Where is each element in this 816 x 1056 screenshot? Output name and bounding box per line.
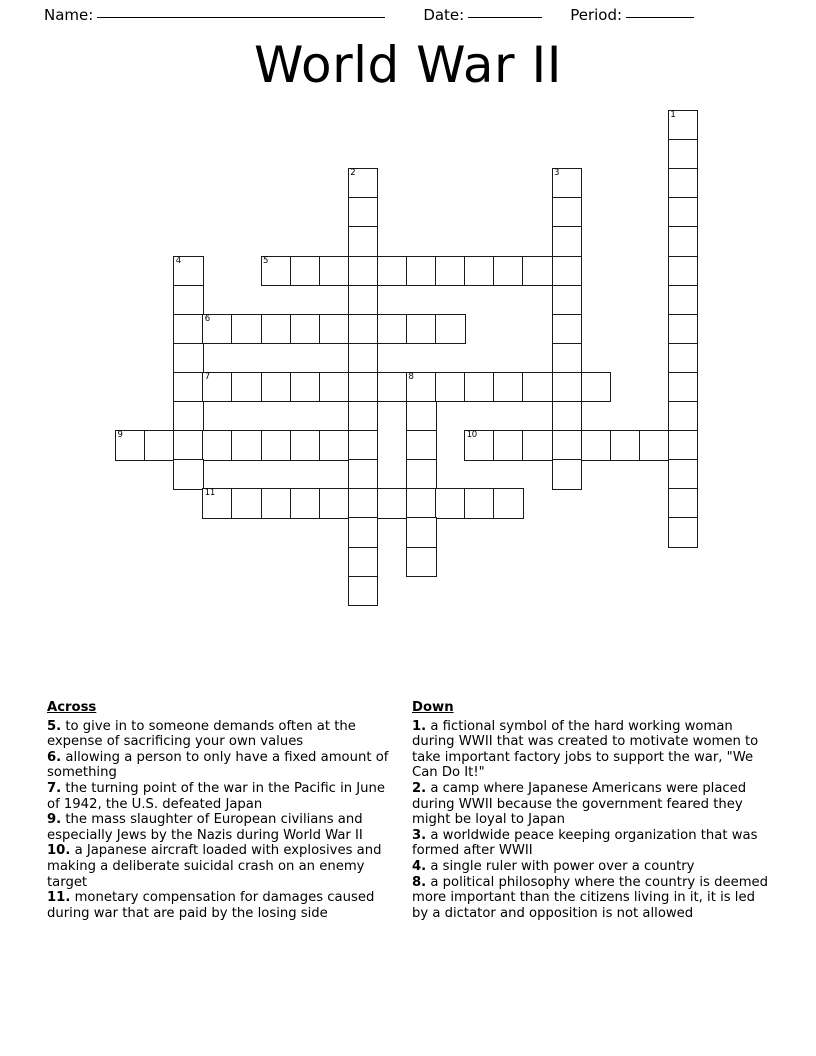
- grid-cell[interactable]: [610, 430, 641, 461]
- grid-cell[interactable]: [319, 372, 350, 403]
- grid-cell[interactable]: [406, 430, 437, 461]
- clue-number: 4.: [412, 858, 427, 874]
- down-clue-2: [412, 781, 770, 828]
- grid-cell[interactable]: [668, 372, 699, 403]
- grid-cell-numbered-8[interactable]: [406, 372, 437, 403]
- grid-cell-numbered-5[interactable]: [261, 256, 292, 287]
- grid-cell[interactable]: [348, 459, 379, 490]
- grid-cell[interactable]: [668, 430, 699, 461]
- grid-cell[interactable]: [290, 430, 321, 461]
- across-clues-section: [47, 700, 397, 921]
- clue-number: 7.: [47, 780, 62, 796]
- grid-cell[interactable]: [435, 372, 466, 403]
- clue-number: 3.: [412, 827, 427, 843]
- grid-cell[interactable]: [668, 197, 699, 228]
- grid-cell[interactable]: [406, 547, 437, 578]
- grid-cell[interactable]: [668, 168, 699, 199]
- grid-cell[interactable]: [348, 226, 379, 257]
- grid-cell[interactable]: [348, 547, 379, 578]
- grid-cell[interactable]: [348, 256, 379, 287]
- page-title: World War II: [253, 36, 562, 94]
- grid-cell[interactable]: [668, 488, 699, 519]
- grid-cell[interactable]: [552, 256, 583, 287]
- grid-cell[interactable]: [290, 256, 321, 287]
- grid-cell[interactable]: [173, 285, 204, 316]
- clue-text: the mass slaughter of European civilians and especially Jews by the Nazis during World War II: [47, 812, 363, 843]
- clue-text: a political philosophy where the country is deemed more important than the citizens living in it, it is led by a dictator and opposition is not allowed: [412, 874, 769, 921]
- grid-cell[interactable]: [639, 430, 670, 461]
- grid-cell[interactable]: [552, 285, 583, 316]
- grid-cell[interactable]: [552, 226, 583, 257]
- grid-cell[interactable]: [668, 517, 699, 548]
- clue-number: 6.: [47, 749, 62, 765]
- clue-text: a worldwide peace keeping organization that was formed after WWII: [412, 827, 758, 859]
- grid-cell[interactable]: [493, 256, 524, 287]
- cell-number: 10: [466, 430, 477, 441]
- grid-cell[interactable]: [231, 488, 262, 519]
- grid-cell[interactable]: [319, 488, 350, 519]
- grid-cell[interactable]: [406, 488, 437, 519]
- grid-cell[interactable]: [348, 576, 379, 607]
- grid-cell-numbered-1[interactable]: [668, 110, 699, 141]
- grid-cell[interactable]: [552, 401, 583, 432]
- grid-cell[interactable]: [552, 343, 583, 374]
- grid-cell[interactable]: [348, 343, 379, 374]
- grid-cell[interactable]: [231, 430, 262, 461]
- date-label: Date:: [423, 6, 465, 24]
- grid-cell[interactable]: [261, 488, 292, 519]
- grid-cell[interactable]: [668, 285, 699, 316]
- grid-cell[interactable]: [348, 285, 379, 316]
- grid-cell[interactable]: [261, 372, 292, 403]
- grid-cell[interactable]: [406, 256, 437, 287]
- grid-cell[interactable]: [406, 401, 437, 432]
- down-clue-4: [412, 859, 770, 875]
- grid-cell[interactable]: [581, 372, 612, 403]
- grid-cell[interactable]: [435, 488, 466, 519]
- grid-cell-numbered-10[interactable]: [464, 430, 495, 461]
- grid-cell-numbered-4[interactable]: [173, 256, 204, 287]
- clue-text: allowing a person to only have a fixed amount of something: [47, 749, 389, 781]
- grid-cell[interactable]: [348, 517, 379, 548]
- grid-cell[interactable]: [173, 314, 204, 345]
- grid-cell[interactable]: [552, 430, 583, 461]
- clue-number: 10.: [47, 843, 71, 859]
- grid-cell[interactable]: [522, 372, 553, 403]
- clue-text: to give in to someone demands often at the expense of sacrificing your own values: [47, 718, 356, 750]
- cell-number: 3: [554, 168, 560, 179]
- period-label: Period:: [570, 6, 623, 24]
- cell-number: 7: [204, 371, 210, 382]
- across-clue-list: [47, 719, 397, 922]
- grid-cell[interactable]: [668, 226, 699, 257]
- grid-cell[interactable]: [261, 314, 292, 345]
- grid-cell[interactable]: [173, 401, 204, 432]
- grid-cell[interactable]: [319, 314, 350, 345]
- grid-cell[interactable]: [668, 139, 699, 170]
- grid-cell[interactable]: [348, 430, 379, 461]
- clue-number: 8.: [412, 874, 427, 890]
- clue-text: monetary compensation for damages caused during war that are paid by the losing side: [47, 890, 375, 921]
- grid-cell[interactable]: [493, 430, 524, 461]
- grid-cell[interactable]: [552, 372, 583, 403]
- grid-cell[interactable]: [435, 256, 466, 287]
- grid-cell[interactable]: [435, 314, 466, 345]
- grid-cell[interactable]: [261, 430, 292, 461]
- down-heading: Down: [412, 700, 454, 715]
- grid-cell[interactable]: [552, 197, 583, 228]
- clue-number: 11.: [47, 890, 71, 906]
- grid-cell[interactable]: [231, 314, 262, 345]
- cell-number: 6: [204, 313, 210, 324]
- clue-text: a single ruler with power over a country: [426, 858, 695, 874]
- grid-cell[interactable]: [552, 459, 583, 490]
- grid-cell-numbered-7[interactable]: [202, 372, 233, 403]
- clue-number: 1.: [412, 718, 427, 734]
- grid-cell-numbered-3[interactable]: [552, 168, 583, 199]
- grid-cell[interactable]: [173, 343, 204, 374]
- grid-cell[interactable]: [668, 314, 699, 345]
- across-clue-10: [47, 843, 397, 890]
- grid-cell[interactable]: [464, 488, 495, 519]
- grid-cell[interactable]: [377, 314, 408, 345]
- clue-number: 5.: [47, 718, 62, 734]
- clue-text: a camp where Japanese Americans were placed during WWII because the government feared they might be loyal to Japan: [412, 780, 747, 828]
- cell-number: 2: [350, 168, 356, 179]
- grid-cell[interactable]: [377, 488, 408, 519]
- grid-cell[interactable]: [522, 256, 553, 287]
- grid-cell[interactable]: [668, 401, 699, 432]
- across-heading: Across: [47, 700, 97, 715]
- cell-number: 8: [408, 371, 414, 382]
- grid-cell-numbered-11[interactable]: [202, 488, 233, 519]
- grid-cell[interactable]: [406, 459, 437, 490]
- across-clue-7: [47, 781, 397, 812]
- down-clue-1: [412, 719, 770, 781]
- grid-cell[interactable]: [348, 314, 379, 345]
- grid-cell-numbered-6[interactable]: [202, 314, 233, 345]
- grid-cell[interactable]: [406, 517, 437, 548]
- grid-cell[interactable]: [173, 430, 204, 461]
- grid-cell[interactable]: [668, 343, 699, 374]
- grid-cell[interactable]: [493, 372, 524, 403]
- grid-cell[interactable]: [464, 372, 495, 403]
- grid-cell[interactable]: [348, 197, 379, 228]
- clue-text: a Japanese aircraft loaded with explosives and making a deliberate suicidal crash on an enemy target: [47, 843, 382, 890]
- grid-cell[interactable]: [668, 459, 699, 490]
- down-clue-3: [412, 828, 770, 859]
- grid-cell-numbered-2[interactable]: [348, 168, 379, 199]
- grid-cell[interactable]: [290, 488, 321, 519]
- cell-number: 11: [204, 488, 216, 499]
- grid-cell[interactable]: [290, 372, 321, 403]
- clue-number: 9.: [47, 812, 62, 828]
- across-clue-9: [47, 812, 397, 843]
- grid-cell[interactable]: [290, 314, 321, 345]
- cell-number: 1: [670, 110, 676, 120]
- across-clue-11: [47, 890, 397, 921]
- cell-number: 4: [175, 255, 181, 266]
- clue-text: the turning point of the war in the Pacific in June of 1942, the U.S. defeated Japan: [47, 780, 386, 812]
- grid-cell[interactable]: [406, 314, 437, 345]
- grid-cell[interactable]: [522, 430, 553, 461]
- grid-cell[interactable]: [319, 430, 350, 461]
- clue-text: a fictional symbol of the hard working woman during WWII that was created to motivate women to take important factory jobs to support the war, "We Can Do It!": [412, 718, 759, 781]
- grid-cell[interactable]: [668, 256, 699, 287]
- grid-cell[interactable]: [464, 256, 495, 287]
- grid-cell[interactable]: [581, 430, 612, 461]
- grid-cell[interactable]: [173, 459, 204, 490]
- cell-number: 5: [263, 255, 269, 266]
- cell-number: 9: [117, 430, 123, 441]
- across-clue-6: [47, 750, 397, 781]
- grid-cell[interactable]: [231, 372, 262, 403]
- grid-cell[interactable]: [493, 488, 524, 519]
- grid-cell[interactable]: [348, 372, 379, 403]
- grid-cell[interactable]: [377, 256, 408, 287]
- grid-cell-numbered-9[interactable]: [115, 430, 146, 461]
- grid-cell[interactable]: [377, 372, 408, 403]
- across-clue-5: [47, 719, 397, 750]
- grid-cell[interactable]: [552, 314, 583, 345]
- down-clue-list: [412, 719, 770, 922]
- name-label: Name:: [44, 6, 94, 24]
- clue-number: 2.: [412, 780, 427, 796]
- down-clue-8: [412, 875, 770, 922]
- grid-cell[interactable]: [202, 430, 233, 461]
- grid-cell[interactable]: [348, 401, 379, 432]
- grid-cell[interactable]: [319, 256, 350, 287]
- grid-cell[interactable]: [173, 372, 204, 403]
- down-clues-section: [412, 700, 770, 921]
- grid-cell[interactable]: [348, 488, 379, 519]
- grid-cell[interactable]: [144, 430, 175, 461]
